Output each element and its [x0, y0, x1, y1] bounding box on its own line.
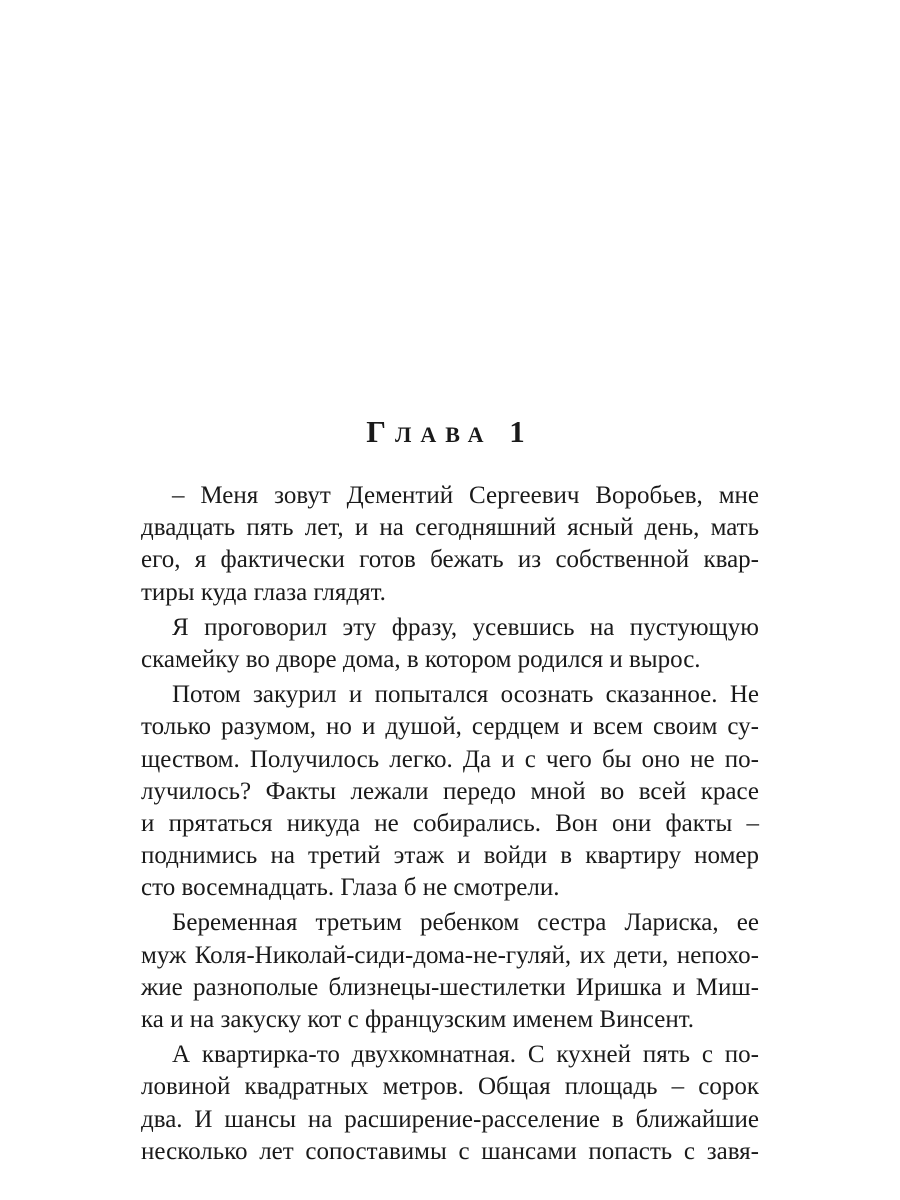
text-line: ловиной квадратных метров. Общая площадь – сорок: [141, 1073, 759, 1101]
paragraph-1: [141, 480, 759, 609]
text-line: ка и на закуску кот с французским именем Винсент.: [141, 1006, 695, 1033]
text-line: сто восемнадцать. Глаза б не смотрели.: [141, 874, 560, 902]
paragraph-3: [141, 679, 759, 904]
text-line: двадцать пять лет, и на сегодняшний ясный день, мать: [141, 514, 759, 542]
text-line: А квартирка-то двухкомнатная. С кухней пять с по-: [172, 1041, 759, 1069]
text-line: два. И шансы на расширение-расселение в ближайшие: [141, 1105, 759, 1133]
text-line: только разумом, но и душой, сердцем и всем своим су-: [141, 713, 759, 741]
text-line: скамейку во дворе дома, в котором родился и вырос.: [141, 645, 701, 673]
text-line: поднимись на третий этаж и войди в квартиру номер: [141, 842, 759, 870]
text-line: и прятаться никуда не собирались. Вон они факты –: [141, 809, 759, 837]
text-line: ществом. Получилось легко. Да и с чего бы оно не по-: [141, 745, 759, 773]
chapter-title: Глава 1: [366, 414, 534, 449]
text-line: муж Коля-Николай-сиди-дома-не-гуляй, их дети, непохо-: [141, 941, 759, 969]
text-line: Я проговорил эту фразу, усевшись на пустующую: [172, 613, 759, 641]
text-line: несколько лет сопоставимы с шансами попасть с завя-: [141, 1137, 759, 1165]
text-line: Потом закурил и попытался осознать сказанное. Не: [172, 681, 759, 709]
paragraph-5: [141, 1039, 759, 1168]
text-line: лучилось? Факты лежали передо мной во всей красе: [141, 777, 759, 805]
text-line: – Меня зовут Дементий Сергеевич Воробьев, мне: [172, 482, 759, 509]
paragraph-2: [141, 612, 759, 676]
paragraph-4: [141, 907, 759, 1036]
text-line: жие разнополые близнецы-шестилетки Иришка и Миш-: [141, 973, 759, 1001]
text-line: Беременная третьим ребенком сестра Лариска, ее: [172, 909, 759, 937]
text-line: его, я фактически готов бежать из собственной квар-: [141, 546, 759, 574]
text-line: тиры куда глаза глядят.: [141, 578, 386, 606]
body-text: [141, 480, 759, 1168]
